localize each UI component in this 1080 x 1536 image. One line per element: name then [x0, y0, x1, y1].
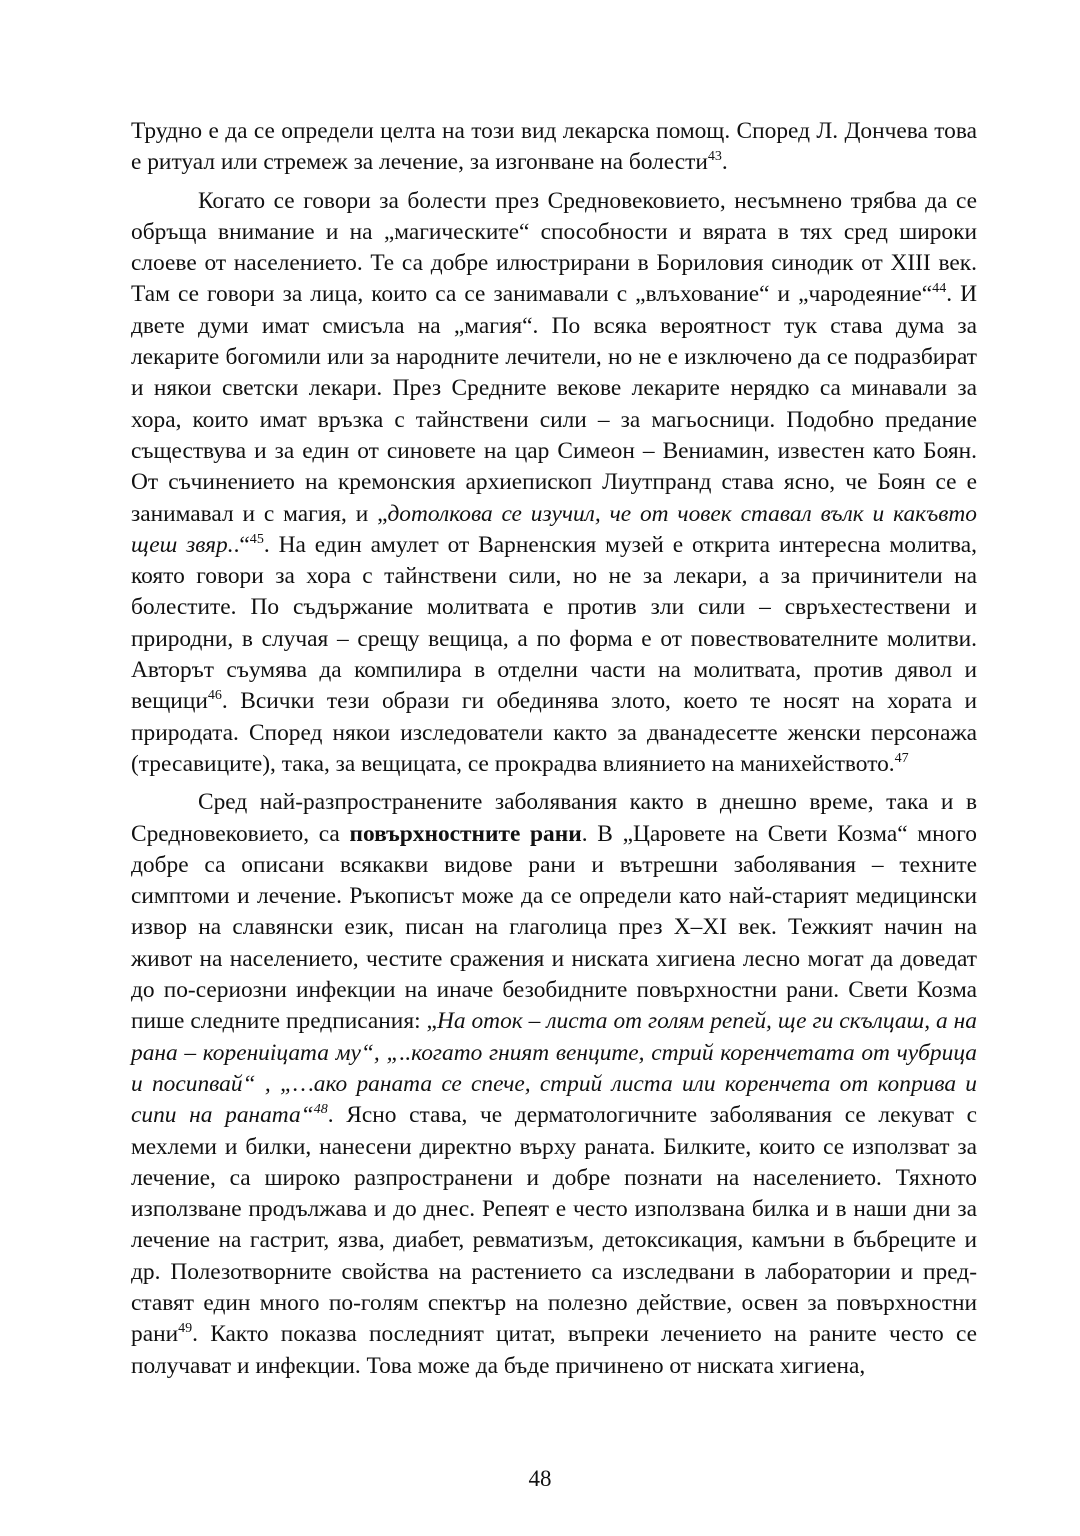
text-run: Трудно е да се определи целта на този вид лекарска помощ. Според Л. Дончева това е ритуал или стремеж за лечение, за изгонване на болести	[131, 118, 977, 176]
body-text	[131, 116, 977, 1382]
footnote-ref: 48	[313, 1101, 328, 1118]
text-run: . Всички тези образи ги обединява злото, което те носят на хората и природата. Според някои изследователи както за дванадесетте женски персонажа (тресавиците), така, за вещицата, се прокрадва влиянието на манихейството.	[131, 688, 977, 777]
footnote-ref: 43	[707, 148, 722, 165]
bold-term: повърхностните рани	[349, 820, 582, 847]
quotation: дотолкова се изучил, че от човек ставал вълк и какъвто щеш звяр.	[131, 500, 977, 558]
text-run: . В „Царовете на Свети Козма“ много добре са описани всякакви видове рани и вътрешни заболявания – техните симптоми и лечение. Ръкописът може да се определи като най-старият медицински извор на славянски език, писан на глаголица през X–XI век. Тежкият начин на живот на населението, честите сражения и ниската хигиена лесно могат да доведат до по-сериозни инфекции на иначе безобидните повърхностни рани. Свети Козма пише следните предписания: „	[131, 820, 978, 1035]
paragraph-3	[131, 787, 977, 1382]
footnote-ref: 44	[932, 280, 947, 297]
text-run: . На един амулет от Варненския музей е открита интересна молитва, която говори за хора с тайнствени сили, но не за лекари, а за причинители на болестите. По съдържание молитвата е против зли сили – свръхестествени и природни, в случая – срещу вещица, а по форма е от повествователните молитви. Авторът съумява да компилира в отделни части на молитвата, против дявол и вещици	[131, 531, 977, 715]
quotation: На оток – листа от голям репей, ще ги скълцаш, а на рана – корениiцата му“, „..когато гният венците, стрий коренчетата от чубрица и посипвай“ , „…ако раната се спече, стрий листа или коренчета от коприва и сипи на раната“	[131, 1008, 977, 1129]
text-run: . Както показва последният цитат, въпреки лечението на раните често се получават и инфекции. Това може да бъде причинено от ниската хигиена,	[131, 1321, 977, 1379]
footnote-ref: 49	[178, 1320, 193, 1337]
text-run: .	[721, 149, 728, 176]
paragraph-2	[131, 186, 977, 781]
footnote-ref: 47	[894, 750, 909, 767]
footnote-ref: 45	[249, 531, 264, 548]
text-run: . И двете думи имат смисъла на „магия“. По всяка вероятност тук става дума за лекарите богомили или за народните лечители, но не е изключено да се подразбират и някои светски лекари. През Средните векове лекарите нерядко са минавали за хора, които имат връзка с тайнствени сили – за магьосници. Подобно предание съществува и за един от синовете на цар Симеон – Вениамин, известен като Боян. От съчинението на кремонския архиепископ Лиутпранд става ясно, че Боян се е занимавал и с магия, и „	[131, 281, 977, 527]
text-run: .“	[233, 531, 250, 558]
text-run: Когато се говори за болести през Средновековието, несъмнено трябва да се обръща внимание и на „магическите“ способности и вярата в тях сред широки слоеве от населението. Те са добре илюстрирани в Бориловия синодик от XIII век. Там се говори за лица, които са се занимавали с „влъхование“ и „чародеяние“	[131, 187, 977, 308]
footnote-ref: 46	[207, 687, 222, 704]
text-run: . Ясно става, че дерматологичните заболявания се лекуват с мехлеми и билки, нанесени директно върху раната. Билките, които се използват за лечение, са широко разпространени и добре познати на населението. Тяхното използване продължава и до днес. Репеят е често използвана билка и в наши дни за лечение на гастрит, язва, диабет, ревматизъм, детоксикация, камъни в бъбреците и др. Полезотворните свойства на растението са изследвани в лаборатории и представят един много по-голям спектър на полезно действие, освен за повърхностни рани	[131, 1102, 977, 1348]
text-run: Сред най-разпространените заболявания както в днешно време, така и в Средновековието, са	[131, 789, 977, 847]
paragraph-1	[131, 116, 977, 179]
page-number: 48	[528, 1466, 552, 1491]
